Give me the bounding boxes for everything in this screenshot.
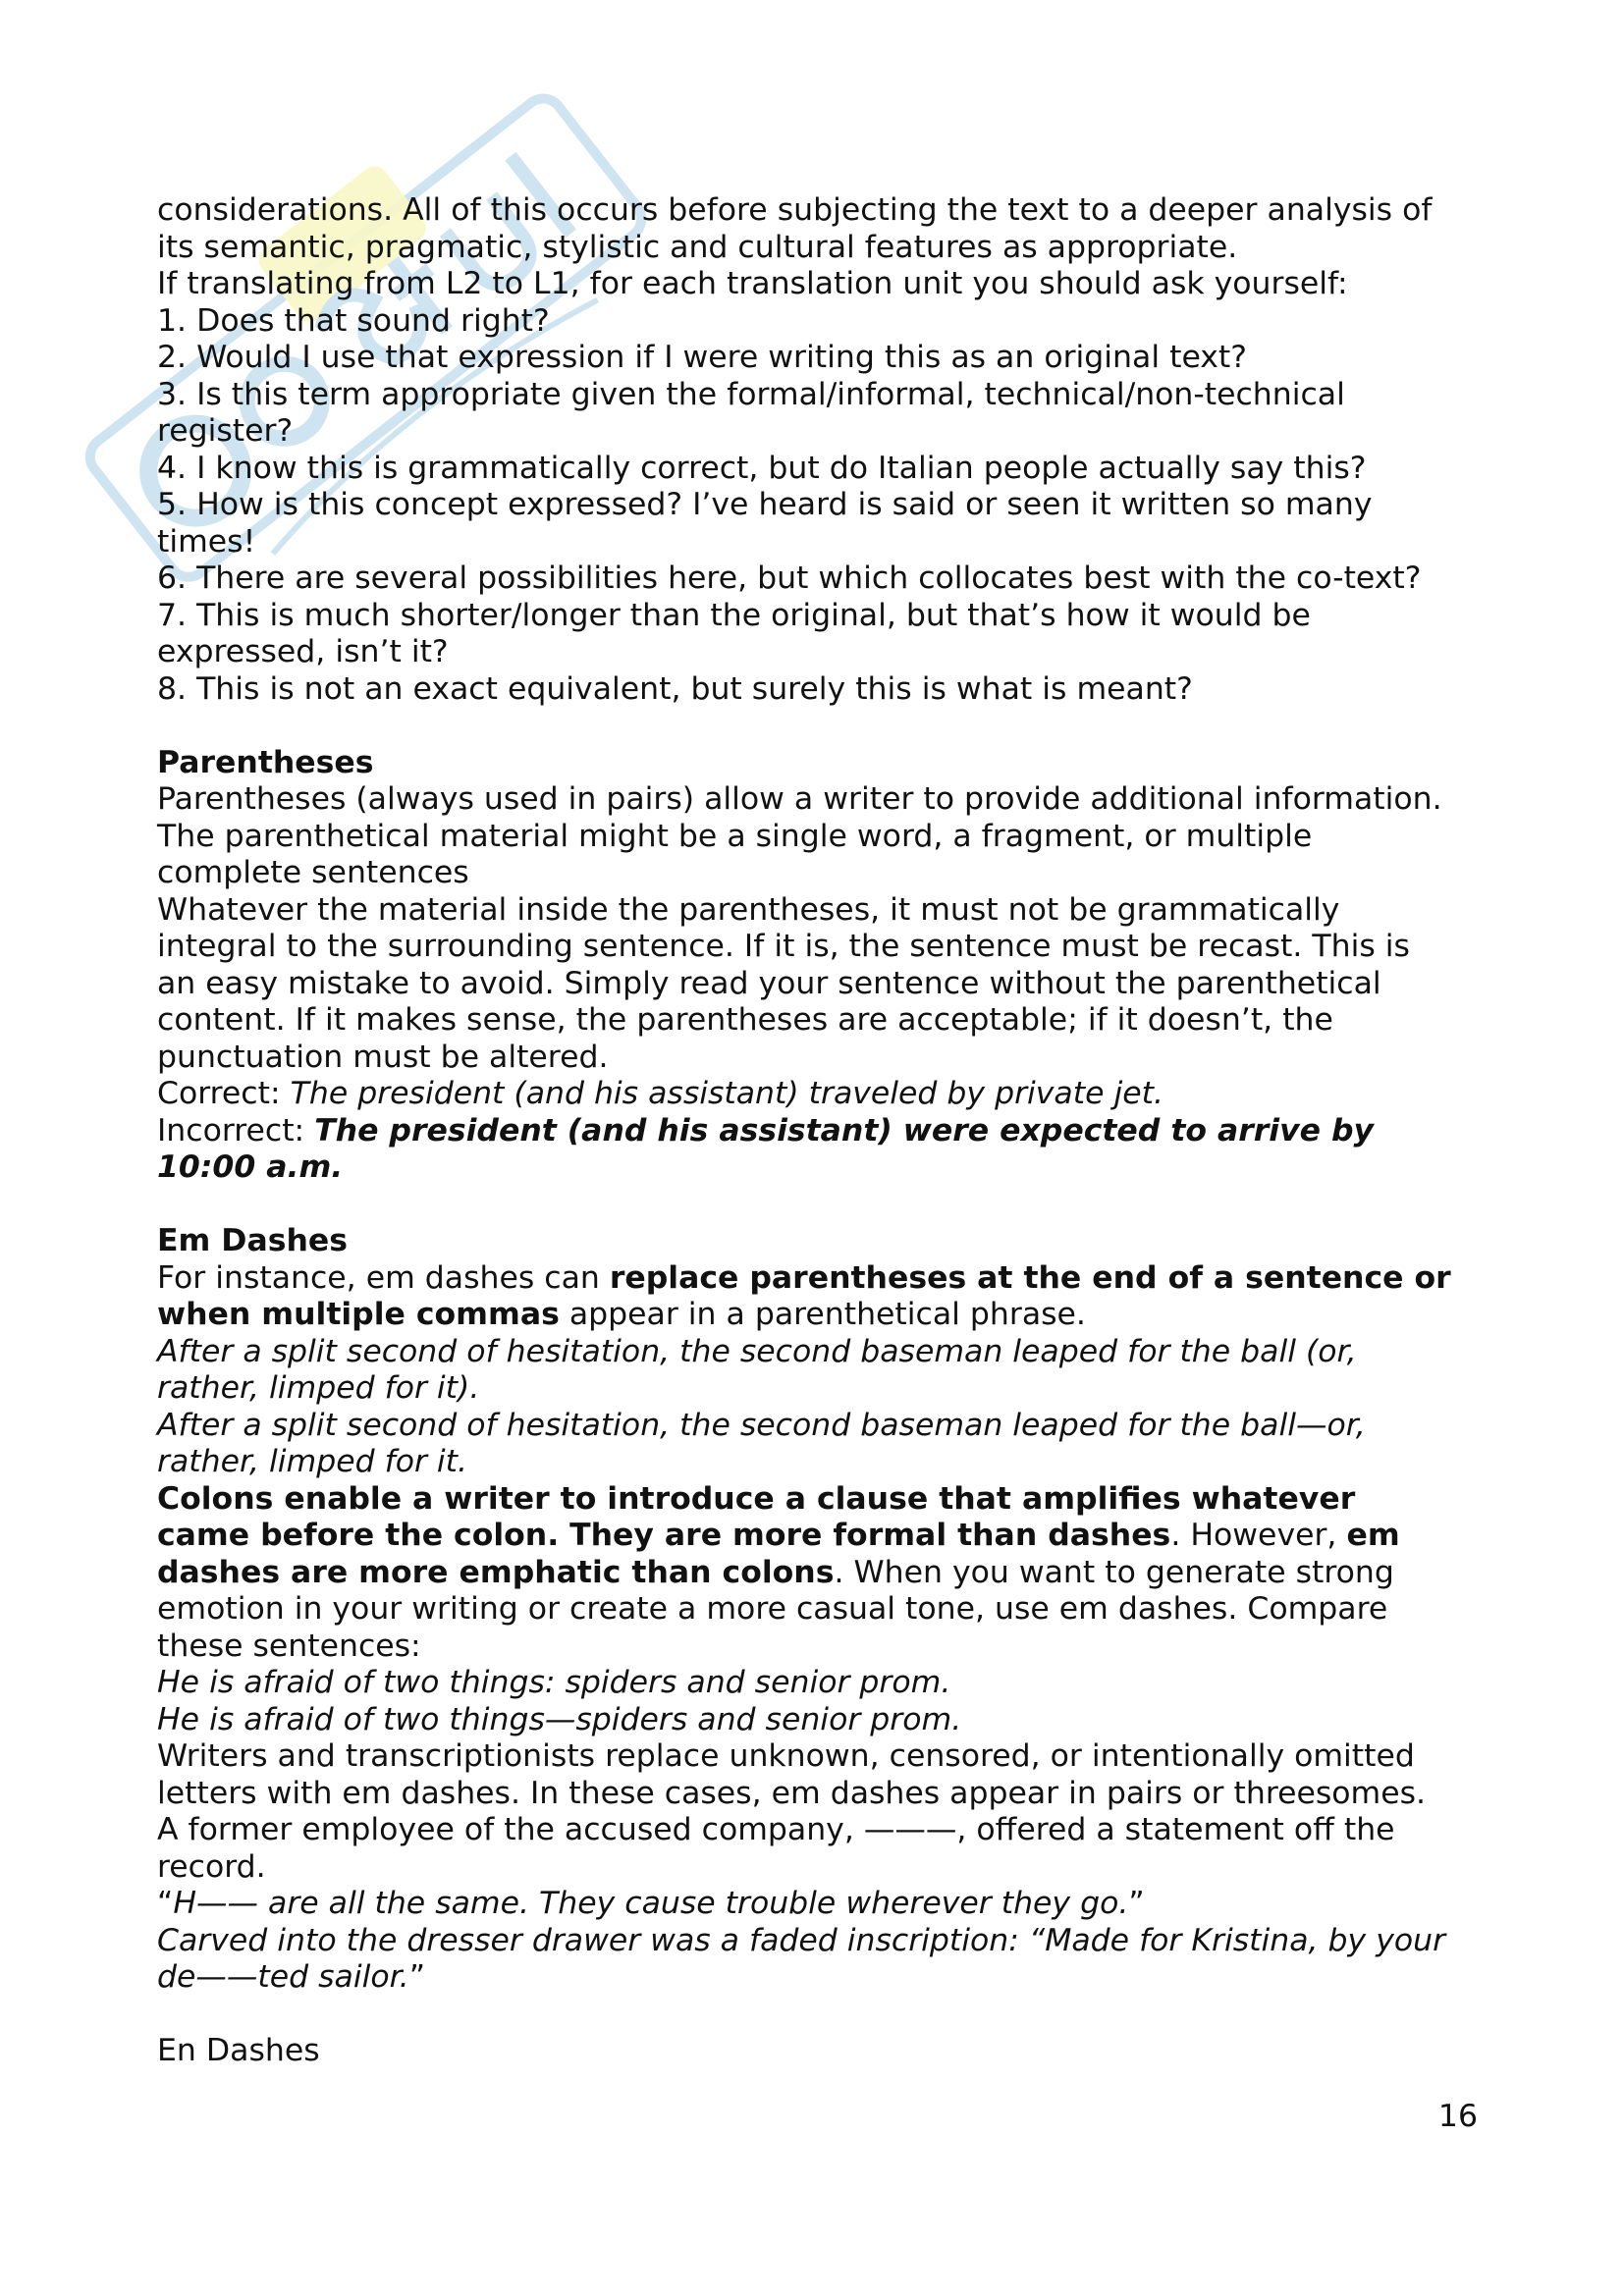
text-line: letters with em dashes. In these cases, em dashes appear in pairs or threesomes. — [157, 1775, 1427, 1811]
text-line: these sentences: — [157, 1628, 421, 1664]
example-line: After a split second of hesitation, the second baseman leaped for the ball—or, — [157, 1407, 1366, 1443]
incorrect-example: The president (and his assistant) were expected to arrive by — [314, 1112, 1375, 1148]
text-line: content. If it makes sense, the parentheses are acceptable; if it doesn’t, the — [157, 1002, 1333, 1038]
example-line — [157, 1959, 1492, 1997]
text-line: integral to the surrounding sentence. If it is, the sentence must be recast. This is — [157, 929, 1410, 964]
parentheses-section — [157, 745, 1492, 1187]
quote-text: H—— are all the same. They cause trouble wherever they go. — [173, 1886, 1129, 1921]
blank-line — [157, 708, 1492, 745]
em-dashes-section — [157, 1223, 1492, 1997]
incorrect-example-line — [157, 1113, 1492, 1150]
list-item: 1. Does that sound right? — [157, 302, 550, 339]
text-line: punctuation must be altered. — [157, 1039, 609, 1075]
text-run: . When you want to generate strong — [834, 1554, 1394, 1590]
list-item: register? — [157, 413, 294, 449]
document-body — [157, 192, 1492, 2070]
text-line: considerations. All of this occurs before subjecting the text to a deeper analysis of — [157, 192, 1433, 228]
text-line: an easy mistake to avoid. Simply read your sentence without the parenthetical — [157, 965, 1381, 1001]
blank-line — [157, 1997, 1492, 2034]
text-line: Parentheses (always used in pairs) allow a writer to provide additional information. — [157, 781, 1442, 817]
text-line: record. — [157, 1848, 266, 1885]
open-quote: “ — [157, 1886, 174, 1921]
text-line: The parenthetical material might be a single word, a fragment, or multiple — [157, 818, 1313, 854]
text-line: Whatever the material inside the parentheses, it must not be grammatically — [157, 891, 1340, 928]
example-line: He is afraid of two things—spiders and senior prom. — [157, 1701, 962, 1737]
bold-run: came before the colon. They are more formal than dashes — [157, 1518, 1171, 1553]
example-line: rather, limped for it). — [157, 1370, 480, 1406]
bold-run: replace parentheses at the end of a sentence or — [609, 1259, 1451, 1296]
incorrect-label: Incorrect: — [157, 1112, 315, 1148]
text-run: . However, — [1170, 1518, 1347, 1553]
example-line: After a split second of hesitation, the second baseman leaped for the ball (or, — [157, 1333, 1357, 1369]
text-line: A former employee of the accused company, ———, offered a statement off the — [157, 1812, 1395, 1847]
correct-example: The president (and his assistant) traveled by private jet. — [290, 1076, 1163, 1111]
correct-example-line — [157, 1076, 1492, 1113]
close-quote: ” — [408, 1959, 426, 1995]
bold-line: Colons enable a writer to introduce a clause that amplifies whatever — [157, 1480, 1356, 1517]
list-item: expressed, isn’t it? — [157, 634, 449, 669]
example-line: Carved into the dresser drawer was a faded inscription: “Made for Kristina, by your — [157, 1922, 1446, 1958]
text-line: emotion in your writing or create a more casual tone, use em dashes. Compare — [157, 1591, 1388, 1627]
list-item: 4. I know this is grammatically correct, but do Italian people actually say this? — [157, 450, 1367, 486]
list-item: 3. Is this term appropriate given the formal/informal, technical/non-technical — [157, 376, 1345, 412]
bold-run: when multiple commas — [157, 1297, 560, 1332]
list-item: 7. This is much shorter/longer than the original, but that’s how it would be — [157, 597, 1311, 633]
bold-run: em — [1346, 1518, 1400, 1553]
example-run: de——ted sailor. — [157, 1959, 409, 1995]
correct-label: Correct: — [157, 1076, 291, 1111]
close-quote: ” — [1128, 1886, 1145, 1921]
section-heading: Em Dashes — [157, 1223, 348, 1258]
section-heading: Parentheses — [157, 744, 374, 780]
intro-section — [157, 192, 1492, 708]
example-line: He is afraid of two things: spiders and senior prom. — [157, 1665, 951, 1700]
text-line: If translating from L2 to L1, for each translation unit you should ask yourself: — [157, 266, 1348, 301]
list-item: 8. This is not an exact equivalent, but surely this is what is meant? — [157, 670, 1193, 707]
text-line — [157, 1297, 1492, 1334]
list-item: times! — [157, 523, 256, 560]
text-line: its semantic, pragmatic, stylistic and cultural features as appropriate. — [157, 229, 1238, 265]
text-line: complete sentences — [157, 855, 469, 890]
list-item: 6. There are several possibilities here, but which collocates best with the co-text? — [157, 561, 1422, 596]
incorrect-example-continued: 10:00 a.m. — [157, 1149, 344, 1185]
section-heading: En Dashes — [157, 2033, 320, 2068]
text-line: Writers and transcriptionists replace unknown, censored, or intentionally omitted — [157, 1738, 1415, 1774]
quote-line — [157, 1886, 1492, 1923]
example-line: rather, limped for it. — [157, 1444, 468, 1479]
en-dashes-section — [157, 2033, 1492, 2070]
blank-line — [157, 1187, 1492, 1224]
text-run: appear in a parenthetical phrase. — [559, 1297, 1086, 1332]
list-item: 2. Would I use that expression if I were writing this as an original text? — [157, 340, 1247, 375]
text-run: For instance, em dashes can — [157, 1259, 610, 1296]
text-line — [157, 1260, 1492, 1298]
text-line — [157, 1518, 1492, 1555]
list-item: 5. How is this concept expressed? I’ve heard is said or seen it written so many — [157, 487, 1373, 522]
page-number: 16 — [1437, 2099, 1478, 2134]
bold-run: dashes are more emphatic than colons — [157, 1554, 835, 1590]
text-line — [157, 1555, 1492, 1592]
